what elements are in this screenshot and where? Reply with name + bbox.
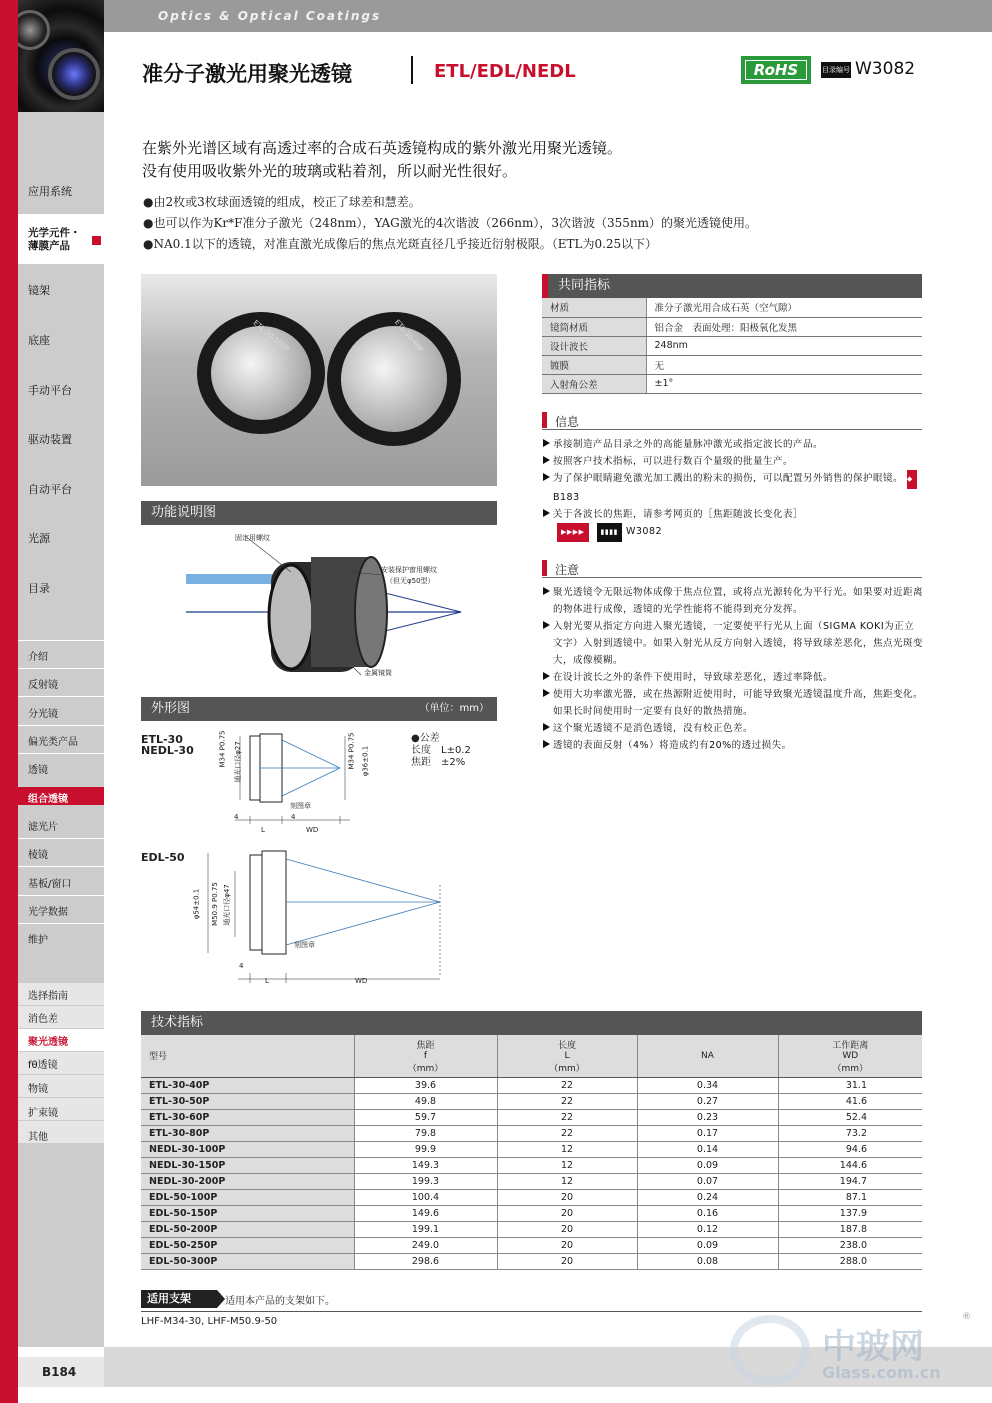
section-title: Optics & Optical Coatings xyxy=(158,9,382,23)
value-cell: 199.1 xyxy=(354,1221,497,1237)
value-cell: 100.4 xyxy=(354,1189,497,1205)
tolerance-focal: 焦距 ±2% xyxy=(411,757,466,768)
spec-value: 准分子激光用合成石英（空气隙） xyxy=(646,298,922,317)
value-cell: 20 xyxy=(497,1237,637,1253)
dim-d54: φ54±0.1 xyxy=(192,888,201,920)
sidebar-item-filters[interactable]: 滤光片 xyxy=(28,822,58,833)
table-row xyxy=(141,1205,922,1221)
model-cell: NEDL-30-200P xyxy=(141,1173,354,1189)
dim-engrave-2: 刻图章 xyxy=(294,941,315,949)
value-cell: 194.7 xyxy=(778,1173,922,1189)
table-row xyxy=(141,1141,922,1157)
separator xyxy=(18,725,104,726)
label-fixing-thread: 固定用螺纹 xyxy=(235,534,270,542)
separator xyxy=(18,838,104,839)
catalog-label: 目录编号 xyxy=(821,62,851,78)
dim-aperture-47: 通光口径φ47 xyxy=(222,884,231,926)
label-protect-note: （但无φ50型） xyxy=(386,577,435,585)
value-cell: 298.6 xyxy=(354,1253,497,1269)
dim-4c: 4 xyxy=(239,962,244,970)
ref-w3082-link[interactable]: W3082 xyxy=(625,526,663,537)
ref-b183-link[interactable]: B183 xyxy=(553,492,580,503)
title-divider xyxy=(411,56,413,84)
value-cell: 0.07 xyxy=(637,1173,778,1189)
label-barrel: 金属镜筒 xyxy=(364,669,392,677)
note-text: 使用大功率激光器，或在热源附近使用时，可能导致聚光透镜温度升高，焦距变化。如果长时间使用时一定要有良好的散热措施。 xyxy=(553,689,924,717)
table-row xyxy=(542,298,922,317)
notes-title: 注意 xyxy=(555,563,580,577)
model-cell: ETL-30-80P xyxy=(141,1125,354,1141)
dim-L2: L xyxy=(265,977,269,985)
model-cell: EDL-50-250P xyxy=(141,1237,354,1253)
value-cell: 0.27 xyxy=(637,1093,778,1109)
notes-list xyxy=(543,584,923,754)
common-specs-table xyxy=(542,298,922,394)
notes-header xyxy=(542,560,922,578)
catalog-tag-icon: ▮▮▮▮ xyxy=(597,523,622,542)
value-cell: 79.8 xyxy=(354,1125,497,1141)
model-cell: EDL-50-100P xyxy=(141,1189,354,1205)
sidebar-sub-achromat[interactable]: 消色差 xyxy=(28,1014,58,1025)
tolerance-length: 长度 L±0.2 xyxy=(411,745,471,756)
model-cell: NEDL-30-150P xyxy=(141,1157,354,1173)
dim-4b: 4 xyxy=(291,813,296,821)
list-item xyxy=(543,453,923,470)
sidebar-item-prisms[interactable]: 棱镜 xyxy=(28,850,48,861)
dim-aperture-27: 通光口径φ27 xyxy=(233,741,242,783)
list-item xyxy=(543,686,923,720)
col-na: NA xyxy=(637,1035,778,1077)
model-etl30: ETL-30 xyxy=(141,733,183,746)
value-cell: 0.17 xyxy=(637,1125,778,1141)
value-cell: 0.14 xyxy=(637,1141,778,1157)
value-cell: 59.7 xyxy=(354,1109,497,1125)
sidebar-sub-ftheta[interactable]: fθ透镜 xyxy=(28,1060,58,1071)
active-marker-icon xyxy=(92,236,101,245)
value-cell: 199.3 xyxy=(354,1173,497,1189)
info-title: 信息 xyxy=(555,415,580,429)
separator xyxy=(18,923,104,924)
value-cell: 99.9 xyxy=(354,1141,497,1157)
sidebar-item-motorized-stages[interactable]: 自动平台 xyxy=(28,483,72,496)
lens-engraving: ETL-30-40P xyxy=(393,318,425,354)
sidebar-item-label: 组合透镜 xyxy=(28,794,68,805)
value-cell: 12 xyxy=(497,1173,637,1189)
dim-L: L xyxy=(261,826,265,834)
sidebar-sub-focusing[interactable]: 聚光透镜 xyxy=(28,1037,68,1048)
tech-specs-table xyxy=(141,1035,922,1270)
value-cell: 52.4 xyxy=(778,1109,922,1125)
table-row xyxy=(141,1157,922,1173)
sidebar-item-optics-2[interactable]: 薄膜产品 xyxy=(28,240,70,252)
table-row xyxy=(141,1189,922,1205)
table-row xyxy=(542,317,922,336)
value-cell: 20 xyxy=(497,1189,637,1205)
function-diagram xyxy=(141,527,497,687)
lens-engraving: ETL-30-100P xyxy=(251,318,291,354)
separator xyxy=(18,640,104,641)
list-item xyxy=(543,669,923,686)
value-cell: 144.6 xyxy=(778,1157,922,1173)
col-wd: 工作距离 WD （mm） xyxy=(778,1035,922,1077)
separator xyxy=(18,668,104,669)
intro-bullet-3: ●NA0.1以下的透镜，对准直激光成像后的焦点光斑直径几乎接近衍射极限。（ETL为0.25以下） xyxy=(143,237,658,251)
value-cell: 0.23 xyxy=(637,1109,778,1125)
mount-list: LHF-M34-30, LHF-M50.9-50 xyxy=(141,1316,278,1327)
table-row xyxy=(141,1125,922,1141)
col-length: 长度 L （mm） xyxy=(497,1035,637,1077)
header-photo xyxy=(18,0,104,112)
value-cell: 288.0 xyxy=(778,1253,922,1269)
info-header xyxy=(542,412,922,430)
list-item xyxy=(543,584,923,618)
list-item xyxy=(543,618,923,669)
value-cell: 187.8 xyxy=(778,1221,922,1237)
ref-tag-icon: ▶◆ xyxy=(907,470,917,489)
value-cell: 20 xyxy=(497,1253,637,1269)
dim-d36: φ36±0.1 xyxy=(361,745,370,777)
value-cell: 87.1 xyxy=(778,1189,922,1205)
table-row xyxy=(141,1109,922,1125)
sidebar-sub-expander[interactable]: 扩束镜 xyxy=(28,1108,58,1119)
table-row xyxy=(141,1237,922,1253)
web-tag-icon: ▶▶▶▶ xyxy=(557,523,589,542)
left-accent-stripe xyxy=(0,0,18,1403)
sidebar-item-maintenance[interactable]: 维护 xyxy=(28,935,48,946)
spec-key: 入射角公差 xyxy=(542,374,646,393)
separator xyxy=(18,753,104,754)
intro-lead-1: 在紫外光谱区域有高透过率的合成石英透镜构成的紫外激光用聚光透镜。 xyxy=(142,139,623,157)
table-row xyxy=(542,374,922,393)
sidebar-item-lenses[interactable]: 透镜 xyxy=(28,765,48,776)
page-subtitle: ETL/EDL/NEDL xyxy=(434,61,576,82)
list-item xyxy=(543,720,923,737)
table-row xyxy=(141,1093,922,1109)
value-cell: 0.24 xyxy=(637,1189,778,1205)
note-text: 聚光透镜令无限远物体成像于焦点位置，或将点光源转化为平行光。如果要对近距离的物体进行成像，透镜的光学性能将不能得到充分发挥。 xyxy=(553,587,924,615)
sidebar-sub-objective[interactable]: 物镜 xyxy=(28,1084,48,1095)
info-text: 承接制造产品目录之外的高能量脉冲激光或指定波长的产品。 xyxy=(553,439,824,450)
sidebar-item-applications[interactable]: 应用系统 xyxy=(28,185,72,198)
table-row xyxy=(542,336,922,355)
outline-title: 外形图 xyxy=(151,701,191,716)
value-cell: 31.1 xyxy=(778,1077,922,1093)
value-cell: 0.09 xyxy=(637,1157,778,1173)
spec-value: ±1° xyxy=(646,374,922,393)
model-cell: ETL-30-60P xyxy=(141,1109,354,1125)
separator xyxy=(18,696,104,697)
value-cell: 49.8 xyxy=(354,1093,497,1109)
table-row xyxy=(141,1173,922,1189)
intro-bullet-1: ●由2枚或3枚球面透镜的组成，校正了球差和慧差。 xyxy=(143,195,421,209)
value-cell: 137.9 xyxy=(778,1205,922,1221)
sidebar-item-compound-lenses[interactable] xyxy=(18,787,104,805)
sidebar-item-actuators[interactable]: 驱动装置 xyxy=(28,433,72,446)
value-cell: 20 xyxy=(497,1221,637,1237)
top-bar xyxy=(0,0,992,32)
spec-value: 铝合金 表面处理：阳极氧化发黑 xyxy=(646,317,922,336)
mount-description: 适用本产品的支架如下。 xyxy=(225,1296,335,1307)
spec-key: 设计波长 xyxy=(542,336,646,355)
dim-WD2: WD xyxy=(355,977,368,985)
sidebar-item-light-sources[interactable]: 光源 xyxy=(28,532,50,545)
watermark-brand: 中玻网 xyxy=(822,1327,924,1367)
table-row xyxy=(141,1253,922,1269)
value-cell: 94.6 xyxy=(778,1141,922,1157)
value-cell: 22 xyxy=(497,1109,637,1125)
dim-WD: WD xyxy=(306,826,319,834)
spec-key: 镜筒材质 xyxy=(542,317,646,336)
note-text: 入射光要从指定方向进入聚光透镜，一定要使平行光从上面（SIGMA KOKI为正立文字）入射到透镜中。如果入射光从反方向射入透镜，将导致球差恶化，焦点光斑变大，成像模糊。 xyxy=(553,621,924,666)
registered-mark: ® xyxy=(962,1312,971,1322)
value-cell: 238.0 xyxy=(778,1237,922,1253)
sidebar-item-index[interactable]: 目录 xyxy=(28,582,50,595)
dim-m509: M50.9 P0.75 xyxy=(210,882,219,926)
dim-4a: 4 xyxy=(234,813,239,821)
sidebar-item-optical-data[interactable]: 光学数据 xyxy=(28,907,68,918)
note-text: 这个聚光透镜不是消色透镜，没有校正色差。 xyxy=(553,723,754,734)
model-cell: ETL-30-40P xyxy=(141,1077,354,1093)
value-cell: 20 xyxy=(497,1205,637,1221)
value-cell: 0.09 xyxy=(637,1237,778,1253)
sidebar-item-optics-1[interactable]: 光学元件・ xyxy=(28,227,81,239)
model-edl50: EDL-50 xyxy=(141,851,185,864)
spec-value: 248nm xyxy=(646,336,922,355)
spec-key: 镀膜 xyxy=(542,355,646,374)
catalog-number: W3082 xyxy=(855,59,916,79)
page-title: 准分子激光用聚光透镜 xyxy=(142,62,352,86)
dim-m34-b: M34 P0.75 xyxy=(347,732,356,770)
tolerance-title: ●公差 xyxy=(411,733,440,744)
sidebar-item-bases[interactable]: 底座 xyxy=(28,334,50,347)
table-header-row xyxy=(141,1035,922,1077)
function-diagram-header: 功能说明图 xyxy=(141,501,497,525)
outline-unit: （单位：mm） xyxy=(419,703,489,714)
note-text: 透镜的表面反射（4%）将造成约有20%的透过损失。 xyxy=(553,740,792,751)
watermark-url: Glass.com.cn xyxy=(822,1363,941,1382)
list-item xyxy=(543,436,923,453)
sidebar-sub-others[interactable]: 其他 xyxy=(28,1132,48,1143)
watermark-logo-icon xyxy=(730,1315,810,1385)
spec-value: 无 xyxy=(646,355,922,374)
value-cell: 73.2 xyxy=(778,1125,922,1141)
list-item xyxy=(543,470,923,506)
common-specs-header: 共同指标 xyxy=(542,274,922,298)
value-cell: 0.16 xyxy=(637,1205,778,1221)
rohs-text: RoHS xyxy=(753,61,799,79)
separator xyxy=(18,895,104,896)
sidebar-sub-guide[interactable]: 选择指南 xyxy=(28,991,68,1002)
value-cell: 0.12 xyxy=(637,1221,778,1237)
note-text: 在设计波长之外的条件下使用时，导致球差恶化，透过率降低。 xyxy=(553,672,834,683)
value-cell: 12 xyxy=(497,1157,637,1173)
value-cell: 249.0 xyxy=(354,1237,497,1253)
sidebar-item-manual-stages[interactable]: 手动平台 xyxy=(28,384,72,397)
lens-image xyxy=(327,312,461,446)
sidebar-item-intro[interactable]: 介绍 xyxy=(28,652,48,663)
page-number-text: B184 xyxy=(42,1365,77,1379)
sidebar-item-substrates[interactable]: 基板/窗口 xyxy=(28,879,72,890)
model-nedl30: NEDL-30 xyxy=(141,744,194,757)
model-cell: ETL-30-50P xyxy=(141,1093,354,1109)
value-cell: 22 xyxy=(497,1093,637,1109)
col-model: 型号 xyxy=(141,1035,354,1077)
value-cell: 149.3 xyxy=(354,1157,497,1173)
value-cell: 39.6 xyxy=(354,1077,497,1093)
mount-label: 适用支架 xyxy=(141,1290,217,1308)
intro-bullet-2: ●也可以作为Kr*F准分子激光（248nm），YAG激光的4次谐波（266nm），3次谐波（355nm）的聚光透镜使用。 xyxy=(143,216,758,230)
sidebar-item-holders[interactable]: 镜架 xyxy=(28,284,50,297)
page-number xyxy=(18,1357,104,1387)
outline-header xyxy=(141,697,497,721)
value-cell: 22 xyxy=(497,1125,637,1141)
info-list xyxy=(543,436,923,542)
separator xyxy=(18,866,104,867)
list-item xyxy=(543,737,923,754)
sidebar-item-polarizers[interactable]: 偏光类产品 xyxy=(28,737,78,748)
rohs-badge xyxy=(741,56,811,84)
model-cell: EDL-50-300P xyxy=(141,1253,354,1269)
info-text: 关于各波长的焦距，请参考网页的［焦距随波长变化表］ xyxy=(553,509,804,520)
col-focal: 焦距 f （mm） xyxy=(354,1035,497,1077)
info-text: 为了保护眼睛避免激光加工溅出的粉末的损伤，可以配置另外销售的保护眼镜。 xyxy=(553,473,904,484)
list-item xyxy=(543,506,923,523)
intro-lead-2: 没有使用吸收紫外光的玻璃或粘着剂，所以耐光性很好。 xyxy=(142,162,518,180)
sidebar-item-mirrors[interactable]: 反射镜 xyxy=(28,680,58,691)
info-text: 按照客户技术指标，可以进行数百个量级的批量生产。 xyxy=(553,456,794,467)
table-row xyxy=(542,355,922,374)
table-row xyxy=(141,1077,922,1093)
sidebar-item-beamsplitters[interactable]: 分光镜 xyxy=(28,709,58,720)
product-photo xyxy=(141,274,497,486)
label-protect-thread: 安装保护窗用螺纹 xyxy=(381,566,437,574)
model-cell: EDL-50-150P xyxy=(141,1205,354,1221)
list-item xyxy=(543,523,923,542)
watermark xyxy=(730,1305,970,1397)
value-cell: 22 xyxy=(497,1077,637,1093)
value-cell: 149.6 xyxy=(354,1205,497,1221)
model-cell: NEDL-30-100P xyxy=(141,1141,354,1157)
value-cell: 0.08 xyxy=(637,1253,778,1269)
value-cell: 41.6 xyxy=(778,1093,922,1109)
table-row xyxy=(141,1221,922,1237)
dim-engrave: 刻图章 xyxy=(290,802,311,810)
value-cell: 0.34 xyxy=(637,1077,778,1093)
model-cell: EDL-50-200P xyxy=(141,1221,354,1237)
tech-specs-header: 技术指标 xyxy=(141,1011,922,1035)
spec-key: 材质 xyxy=(542,298,646,317)
dim-m34-a: M34 P0.75 xyxy=(218,730,227,768)
value-cell: 12 xyxy=(497,1141,637,1157)
